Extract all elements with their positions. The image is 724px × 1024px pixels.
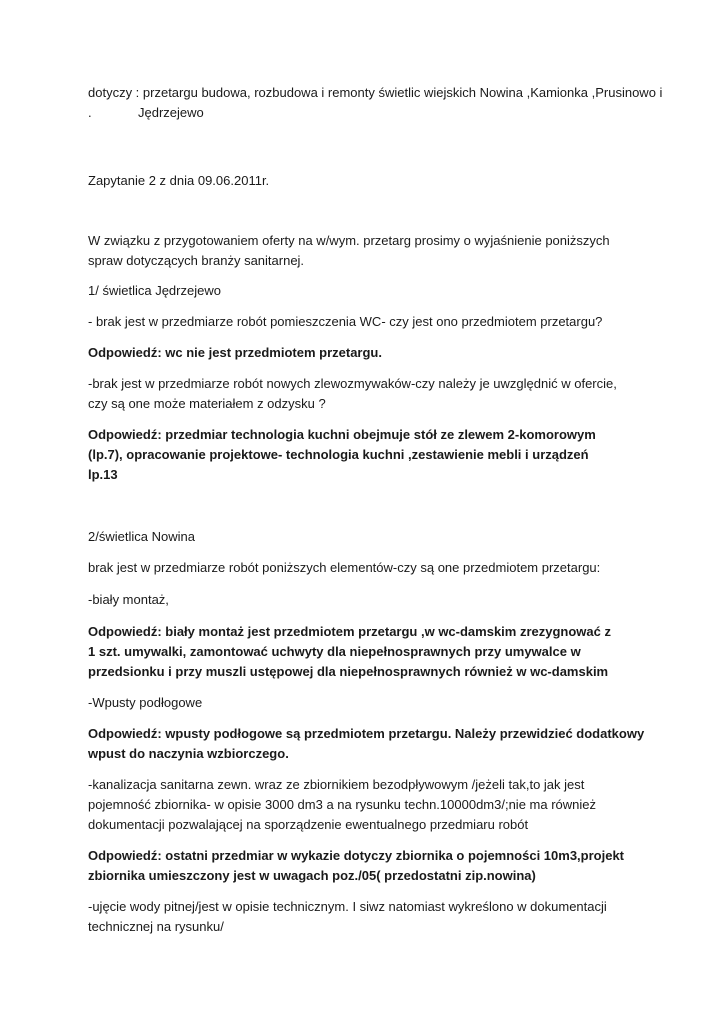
- section1-question-2: -brak jest w przedmiarze robót nowych zlewozmywaków-czy należy je uwzględnić w ofercie, czy są one może materiałem z odzysku ?: [88, 376, 617, 411]
- document-page: [88, 83, 663, 937]
- header-location: Jędrzejewo: [138, 105, 204, 120]
- section2-intro: brak jest w przedmiarze robót poniższych elementów-czy są one przedmiotem przetargu:: [88, 560, 601, 575]
- section2-question-2: -Wpusty podłogowe: [88, 695, 203, 710]
- section2-question-1: -biały montaż,: [88, 592, 169, 607]
- section2-title: 2/świetlica Nowina: [88, 529, 195, 544]
- section1-answer-1: Odpowiedź: wc nie jest przedmiotem przetargu.: [88, 345, 382, 360]
- section2-answer-3: Odpowiedź: ostatni przedmiar w wykazie dotyczy zbiornika o pojemności 10m3,projekt zbiornika umieszczony jest w uwagach poz./05( przedostatni zip.nowina): [88, 848, 625, 883]
- section1-answer-2: Odpowiedź: przedmiar technologia kuchni obejmuje stół ze zlewem 2-komorowym (lp.7), opracowanie projektowe- technologia kuchni ,zestawienie mebli i urządzeń lp.13: [88, 427, 596, 482]
- header-dot: .: [88, 105, 92, 120]
- section1-title: 1/ świetlica Jędrzejewo: [88, 283, 221, 298]
- inquiry-title: Zapytanie 2 z dnia 09.06.2011r.: [88, 173, 270, 188]
- section2-answer-1: Odpowiedź: biały montaż jest przedmiotem przetargu ,w wc-damskim zrezygnować z 1 szt. umywalki, zamontować uchwyty dla niepełnosprawnych przy umywalce w przedsionku i przy muszli ustępowej dla niepełnosprawnych również w wc-damskim: [88, 624, 611, 679]
- header-line: dotyczy : przetargu budowa, rozbudowa i remonty świetlic wiejskich Nowina ,Kamionka ,Prusinowo i: [88, 85, 663, 100]
- section2-answer-2: Odpowiedź: wpusty podłogowe są przedmiotem przetargu. Należy przewidzieć dodatkowy wpust do naczynia wzbiorczego.: [88, 726, 645, 761]
- header-line-continuation: [88, 103, 648, 123]
- section2-question-3: -kanalizacja sanitarna zewn. wraz ze zbiornikiem bezodpływowym /jeżeli tak,to jak jest pojemność zbiornika- w opisie 3000 dm3 a na rysunku techn.10000dm3/;nie ma również dokumentacji pozwalającej na sporządzenie ewentualnego przedmiaru robót: [88, 777, 597, 832]
- section2-question-4: -ujęcie wody pitnej/jest w opisie technicznym. I siwz natomiast wykreślono w dokumentacji technicznej na rysunku/: [88, 899, 607, 934]
- section1-question-1: - brak jest w przedmiarze robót pomieszczenia WC- czy jest ono przedmiotem przetargu?: [88, 314, 603, 329]
- intro-paragraph: W związku z przygotowaniem oferty na w/wym. przetarg prosimy o wyjaśnienie poniższych spraw dotyczących branży sanitarnej.: [88, 233, 610, 268]
